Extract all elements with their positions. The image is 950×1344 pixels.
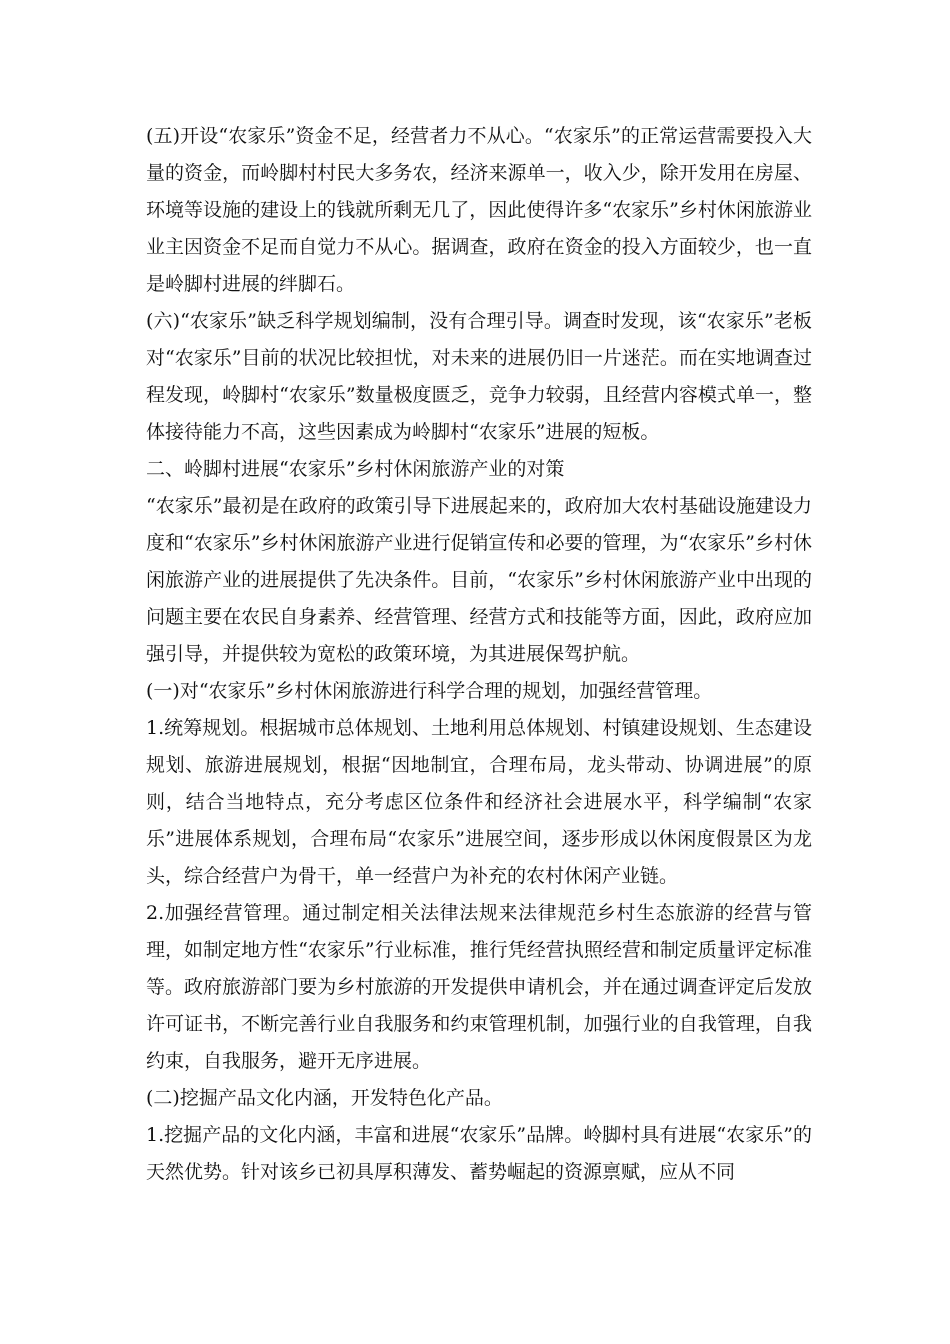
paragraph-government-guidance: “农家乐”最初是在政府的政策引导下进展起来的，政府加大农村基础设施建设力度和“农家乐”乡村休闲旅游产业进行促销宣传和必要的管理，为“农家乐”乡村休闲旅游产业的进展提供了先决条件。目前，“农家乐”乡村休闲旅游产业中出现的问题主要在农民自身素养、经营管理、经营方式和技能等方面，因此，政府应加强引导，并提供较为宽松的政策环境，为其进展保驾护航。 xyxy=(146,495,812,665)
subheading-cultural-products: (二)挖掘产品文化内涵，开发特色化产品。 xyxy=(146,1087,503,1109)
paragraph-cultural-connotation: 1.挖掘产品的文化内涵，丰富和进展“农家乐”品牌。岭脚村具有进展“农家乐”的天然优势。针对该乡已初具厚积薄发、蓄势崛起的资源禀赋，应从不同 xyxy=(146,1124,812,1183)
section-heading-countermeasures: 二、岭脚村进展“农家乐”乡村休闲旅游产业的对策 xyxy=(146,458,565,480)
subheading-planning-management: (一)对“农家乐”乡村休闲旅游进行科学合理的规划，加强经营管理。 xyxy=(146,680,713,702)
paragraph-overall-planning: 1.统筹规划。根据城市总体规划、土地利用总体规划、村镇建设规划、生态建设规划、旅游进展规划，根据“因地制宜，合理布局，龙头带动、协调进展”的原则，结合当地特点，充分考虑区位条件和经济社会进展水平，科学编制“农家乐”进展体系规划，合理布局“农家乐”进展空间，逐步形成以休闲度假景区为龙头，综合经营户为骨干，单一经营户为补充的农村休闲产业链。 xyxy=(146,717,812,887)
paragraph-strengthen-management: 2.加强经营管理。通过制定相关法律法规来法律规范乡村生态旅游的经营与管理，如制定地方性“农家乐”行业标准，推行凭经营执照经营和制定质量评定标准等。政府旅游部门要为乡村旅游的开发提供申请机会，并在通过调查评定后发放许可证书，不断完善行业自我服务和约束管理机制，加强行业的自我管理，自我约束，自我服务，避开无序进展。 xyxy=(146,902,812,1072)
paragraph-funding-shortage: (五)开设“农家乐”资金不足，经营者力不从心。“农家乐”的正常运营需要投入大量的资金，而岭脚村村民大多务农，经济来源单一，收入少，除开发用在房屋、环境等设施的建设上的钱就所剩无几了，因此使得许多“农家乐”乡村休闲旅游业业主因资金不足而自觉力不从心。据调查，政府在资金的投入方面较少，也一直是岭脚村进展的绊脚石。 xyxy=(146,125,812,295)
paragraph-lack-of-planning: (六)“农家乐”缺乏科学规划编制，没有合理引导。调查时发现，该“农家乐”老板对“农家乐”目前的状况比较担忧，对未来的进展仍旧一片迷茫。而在实地调查过程发现，岭脚村“农家乐”数量极度匮乏，竞争力较弱，且经营内容模式单一，整体接待能力不高，这些因素成为岭脚村“农家乐”进展的短板。 xyxy=(146,310,812,443)
document-page xyxy=(146,118,812,1191)
